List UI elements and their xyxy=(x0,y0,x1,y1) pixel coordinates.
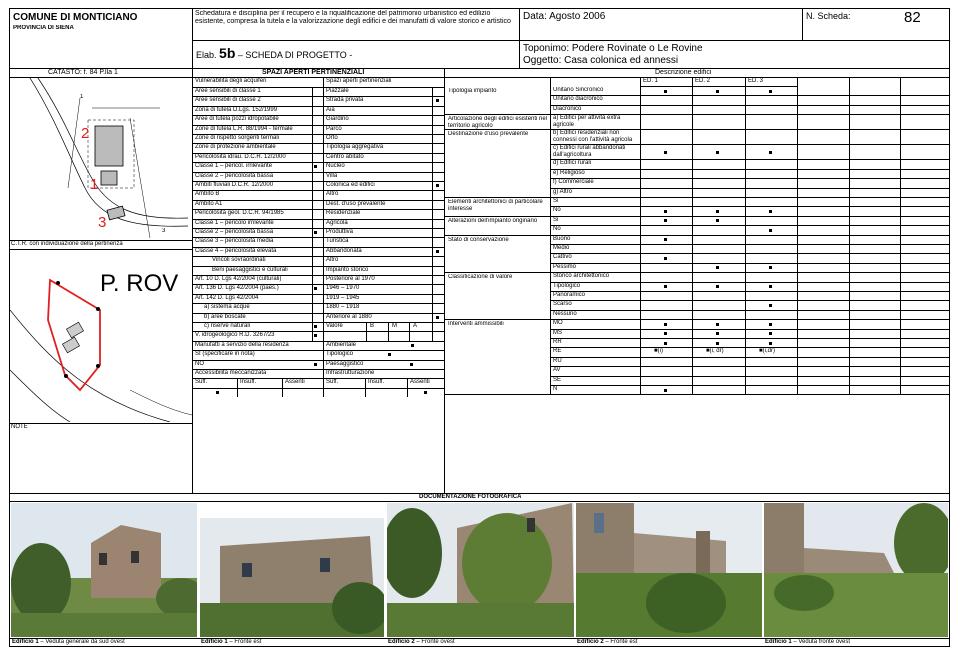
spazi-open-cell: Impianto storico xyxy=(326,266,369,273)
descr-option: e) Religioso xyxy=(553,169,585,176)
spazi-vuln-cell: Classe 2 – pericolosità bassa xyxy=(195,172,274,179)
descr-group-label: Classificazione di valore xyxy=(448,274,513,281)
photos-title: DOCUMENTAZIONE FOTOGRAFICA xyxy=(419,494,522,500)
descr-mark xyxy=(664,210,667,213)
descr-mark xyxy=(664,151,667,154)
spazi-open-cell: Produttiva xyxy=(326,229,354,235)
descr-option: Storico architettonico xyxy=(553,273,610,280)
descr-group-label: Alterazioni dell'impianto originario xyxy=(448,217,538,224)
photo-1-caption: Edificio 1 – Veduta generale da sud ovest xyxy=(12,639,125,645)
spazi-open-cell: Abbandonata xyxy=(326,247,362,254)
spazi-mark xyxy=(424,391,427,394)
descr-option: Nessuno xyxy=(553,310,577,317)
descr-mark xyxy=(769,304,772,307)
spazi-open-cell: Piazzale xyxy=(326,88,349,94)
photo-5-caption: Edificio 1 – Veduta fronte ovest xyxy=(765,639,851,645)
descr-title: Descrizione edifici xyxy=(655,69,712,76)
header-description: Schedatura e disciplina per il recupero e la riqualificazione del patrimonio urbanistico ed edilizio esistente, compresa la tutela e la valorizzazione degli edifici e dei manufatti di valore storico e artistico xyxy=(195,10,511,25)
access-col-label: Assenti xyxy=(285,379,305,386)
descr-mark xyxy=(664,323,667,326)
descr-group-label: Destinazione d'uso prevalente xyxy=(448,131,529,138)
valore-col-label: M xyxy=(392,323,397,329)
photo-4 xyxy=(576,503,762,637)
descr-option: Unitario diacronico xyxy=(553,96,603,103)
access-col-label: Assenti xyxy=(410,379,430,386)
descr-mark xyxy=(716,151,719,154)
descr-mark xyxy=(769,332,772,335)
descr-group-label: Tipologia impianto xyxy=(448,88,497,94)
descr-option: a) Edifici per attività extra agricole xyxy=(553,115,621,129)
descr-mark xyxy=(769,229,772,232)
spazi-open-cell: Giardino xyxy=(326,116,349,123)
descr-option: Diacronico xyxy=(553,105,582,112)
spazi-open-cell: 1919 – 1945 xyxy=(326,294,360,301)
spazi-open-cell: Altro xyxy=(326,191,339,198)
spazi-vuln-cell: Zone di tutela L.R. 88/1994 - termale xyxy=(195,125,293,132)
photo-3-caption: Edificio 2 – Fronte ovest xyxy=(388,639,455,645)
descr-option: f) Commerciale xyxy=(553,179,594,186)
spazi-open-cell: Centro abitato xyxy=(326,153,364,160)
spazi-vuln-cell: Art. 142 D. Lgs 42/2004 xyxy=(195,294,259,301)
nscheda-label: N. Scheda: xyxy=(806,11,851,21)
photo-3-image xyxy=(387,503,574,637)
spazi-open-cell: Altro xyxy=(326,257,339,264)
descr-option: Unitario Sincronico xyxy=(553,87,604,93)
valore-col-label: A xyxy=(413,323,418,329)
spazi-vuln-cell: a) sistema acque xyxy=(204,304,250,311)
descr-mark xyxy=(716,266,719,269)
spazi-vuln-cell: Classe 4 – pericolosità elevata xyxy=(195,247,277,254)
descr-mark xyxy=(716,219,719,222)
spazi-vuln-cell: Classe 1 – pericolo irrilevante xyxy=(195,219,274,226)
spazi-vuln-cell: b) aree boscate xyxy=(204,313,246,320)
spazi-open-cell: Tipologia aggregativa xyxy=(326,144,384,151)
spazi-mark xyxy=(314,287,317,290)
spazi-vuln-cell: Classe 2 – pericolosità bassa xyxy=(195,229,274,235)
spazi-vuln-cell: Classe 3 – pericolosità media xyxy=(195,238,274,245)
photo-1-image xyxy=(11,503,197,637)
toponimo-label: Toponimo: Podere Rovinate o Le Rovine xyxy=(523,43,703,54)
descr-mark xyxy=(769,210,772,213)
spazi-mark xyxy=(216,391,219,394)
descr-mark xyxy=(664,238,667,241)
descr-mark xyxy=(664,90,667,93)
descr-option: Buono xyxy=(553,235,571,242)
photo-5-image xyxy=(764,503,948,637)
spazi-open-cell: Turistica xyxy=(326,238,349,245)
ed-header: ED. 1 xyxy=(643,78,659,84)
descr-option: Tipologico xyxy=(553,282,581,289)
spazi-vuln-cell: Pericolosità idrau. D.C.R. 12/2000 xyxy=(195,153,286,160)
descr-option: Panoramico xyxy=(553,291,586,298)
provincia-label: PROVINCIA DI SIENA xyxy=(13,25,74,31)
descr-mark xyxy=(716,285,719,288)
oggetto-label: Oggetto: Casa colonica ed annessi xyxy=(523,55,679,66)
spazi-vuln-cell: Art. 10 D. Lgs 42/2004 (culturali) xyxy=(195,276,282,282)
descr-mark xyxy=(716,332,719,335)
descr-mark xyxy=(664,332,667,335)
spazi-open-cell: Anteriore al 1880 xyxy=(326,313,372,320)
spazi-mark xyxy=(314,334,317,337)
descr-mark xyxy=(769,151,772,154)
manufatti-ambientale: Ambientale xyxy=(326,341,357,348)
spazi-vuln-cell: Zone di protezione ambientale xyxy=(195,144,276,151)
ed-header: ED. 2 xyxy=(695,78,711,84)
spazi-open-cell: Villa xyxy=(326,172,338,179)
data-label: Data: Agosto 2006 xyxy=(523,11,606,22)
descr-option: RR xyxy=(553,338,562,345)
manufatti-type: Tipologico xyxy=(326,351,354,358)
descr-option: Pessimo xyxy=(553,263,577,270)
access-col-label: Insuff. xyxy=(240,379,257,386)
spazi-mark xyxy=(314,165,317,168)
descr-option: Si xyxy=(553,216,559,223)
manufatti-label: Manufatti a servizio della residenza xyxy=(195,341,289,348)
descr-option: g) Altro xyxy=(553,188,573,195)
descr-mark xyxy=(664,342,667,345)
descr-mark xyxy=(664,389,667,392)
spazi-mark xyxy=(436,250,439,253)
spazi-title: SPAZI APERTI PERTINENZIALI xyxy=(262,69,365,76)
descr-mark xyxy=(769,285,772,288)
access-col-label: Suff. xyxy=(326,379,339,386)
descr-option: AV xyxy=(553,367,561,374)
ctr-label: C.T.R. con individuazione della pertinenza xyxy=(11,241,123,247)
descr-group-label: Articolazione degli edifici esistenti nel territorio agricolo xyxy=(448,116,548,130)
spazi-open-cell: Nucleo xyxy=(326,163,345,170)
spazi-vuln-cell: Beni paesaggistici e culturali xyxy=(212,266,288,273)
access-col-label: Suff. xyxy=(195,379,208,386)
descr-mark xyxy=(716,342,719,345)
spazi-mark xyxy=(314,363,317,366)
spazi-open-cell: Aia xyxy=(326,106,335,113)
spazi-vuln-cell: Zona di tutela D.Lgs. 152/1999 xyxy=(195,106,278,113)
spazi-mark xyxy=(436,99,439,102)
map1-corner-3: 3 xyxy=(162,228,166,234)
descr-option: SE xyxy=(553,376,562,383)
descr-mark xyxy=(716,323,719,326)
descr-mark xyxy=(716,210,719,213)
spazi-vuln-cell: Aree sensibili di classe 2 xyxy=(195,97,261,104)
spazi-vuln-cell: V. idrogeologico R.D. 3267/23 xyxy=(195,332,275,339)
photo-2-caption: Edificio 1 – Fronte est xyxy=(201,639,262,645)
photo-4-caption: Edificio 2 – Fronte est xyxy=(577,639,638,645)
descr-option: d) Edifici rurali xyxy=(553,160,592,167)
spazi-open-cell: 1946 – 1970 xyxy=(326,285,360,292)
descr-option: Medio xyxy=(553,244,570,251)
photo-3 xyxy=(387,503,574,637)
spazi-mark xyxy=(410,363,413,366)
spazi-open-cell: Posteriore al 1970 xyxy=(326,276,375,282)
descr-mark xyxy=(664,257,667,260)
photo-2-image xyxy=(200,518,384,637)
comune-title: COMUNE DI MONTICIANO xyxy=(13,12,138,23)
descr-mark xyxy=(664,219,667,222)
spazi-open-cell: 1880 – 1918 xyxy=(326,304,360,311)
access-col-label: Insuff. xyxy=(368,379,385,386)
descr-mark xyxy=(769,323,772,326)
descr-mark xyxy=(716,90,719,93)
spazi-mark xyxy=(411,344,414,347)
spazi-mark xyxy=(314,231,317,234)
spazi-vuln-cell: Ambito B xyxy=(195,191,220,198)
manufatti-item: SI (specificare in nota) xyxy=(195,351,255,358)
descr-group-label: Elementi architettonici di particolare interesse xyxy=(448,198,543,212)
descr-option: MS xyxy=(553,329,562,336)
map1-corner-1: 1 xyxy=(80,94,84,100)
descr-re-mark: ■(i,dr) xyxy=(759,348,775,355)
map1-number-3: 3 xyxy=(98,215,107,231)
spazi-mark xyxy=(314,325,317,328)
descr-option: Cattivo xyxy=(553,254,572,261)
spazi-open-cell: Orto xyxy=(326,135,338,141)
ed-header: ED. 3 xyxy=(748,78,764,84)
descr-re-mark: ■(i, dr) xyxy=(706,348,724,355)
spazi-open-cell: Agricola xyxy=(326,219,348,226)
descr-group-label: Interventi ammissibili xyxy=(448,321,504,328)
spazi-vuln-cell: Ambito A1 xyxy=(195,200,223,207)
spazi-vuln-cell: Art. 136 D. Lgs 42/2004 (paes.) xyxy=(195,285,279,292)
spazi-mark xyxy=(436,184,439,187)
elab-label: Elab. 5b – SCHEDA DI PROGETTO - xyxy=(196,45,353,61)
spazi-open-cell: Dest. d'uso prevalente xyxy=(326,200,386,207)
nscheda-value: 82 xyxy=(904,10,921,26)
descr-mark xyxy=(769,90,772,93)
spazi-vuln-cell: Vincoli sovraordinati xyxy=(212,257,266,264)
ctr-map-label: P. ROV xyxy=(100,271,179,297)
spazi-vuln-cell: Classe 1 – pericol. irrilevante xyxy=(195,163,273,170)
descr-re-mark: ■(i) xyxy=(654,348,663,355)
accessibilita-label: Accessibilità meccanizzata xyxy=(195,370,267,376)
manufatti-item: NO xyxy=(195,360,204,367)
note-label: NOTE xyxy=(11,424,28,430)
descr-option: b) Edifici residenziali non connessi con l'attività agricola xyxy=(553,130,633,144)
spazi-vuln-cell: Aree di tutela pozzi idropotabile xyxy=(195,116,279,123)
photo-5 xyxy=(764,503,948,637)
valore-col-label: B xyxy=(370,323,375,329)
descr-option: MO xyxy=(553,320,563,327)
map1-number-2: 2 xyxy=(81,126,90,142)
descr-option: RU xyxy=(553,357,562,364)
descr-group-label: Stato di conservazione xyxy=(448,236,509,243)
descr-mark xyxy=(769,342,772,345)
spazi-vuln-cell: c) riserve naturali xyxy=(204,323,251,329)
spazi-open-cell: Residenziale xyxy=(326,210,361,217)
spazi-vuln-cell: Pericolosità geol. D.C.R. 94/1985 xyxy=(195,210,284,217)
spazi-vuln-cell: Aree sensibili di classe 1 xyxy=(195,88,261,94)
spazi-open-cell: Parco xyxy=(326,125,342,132)
manufatti-type: Paesaggistico xyxy=(326,360,364,367)
descr-option: No xyxy=(553,207,561,214)
descr-mark xyxy=(664,285,667,288)
descr-option: N xyxy=(553,385,558,392)
spazi-open-cell: Strada privata xyxy=(326,97,364,104)
spazi-open-cell: Colonica ed edifici xyxy=(326,182,375,188)
spazi-vuln-cell: Ambiti fluviali D.C.R. 12/2000 xyxy=(195,182,274,188)
descr-mark xyxy=(769,266,772,269)
photo-1 xyxy=(11,503,197,637)
spazi-mark xyxy=(388,353,391,356)
photo-4-image xyxy=(576,503,762,637)
spazi-col1-title: Vulnerabilità degli acquiferi xyxy=(195,78,267,84)
spazi-vuln-cell: Zone di rispetto sorgenti termali xyxy=(195,135,280,141)
spazi-mark xyxy=(436,316,439,319)
descr-option: Si xyxy=(553,197,559,204)
infra-label: Infrastrutturazione xyxy=(326,370,375,376)
descr-option: RE xyxy=(553,348,562,355)
catasto-label: CATASTO: f. 84 P.lla 1 xyxy=(48,69,118,76)
descr-option: c) Edifici rurali abbandonati dall'agricoltura xyxy=(553,145,626,159)
photo-2 xyxy=(200,518,384,637)
spazi-open-cell: Valore xyxy=(326,323,343,329)
descr-option: No xyxy=(553,226,561,233)
spazi-col2-title: Spazi aperti pertinenziali xyxy=(326,78,392,84)
map1-number-1: 1 xyxy=(90,177,99,193)
descr-option: Scarso xyxy=(553,301,572,308)
